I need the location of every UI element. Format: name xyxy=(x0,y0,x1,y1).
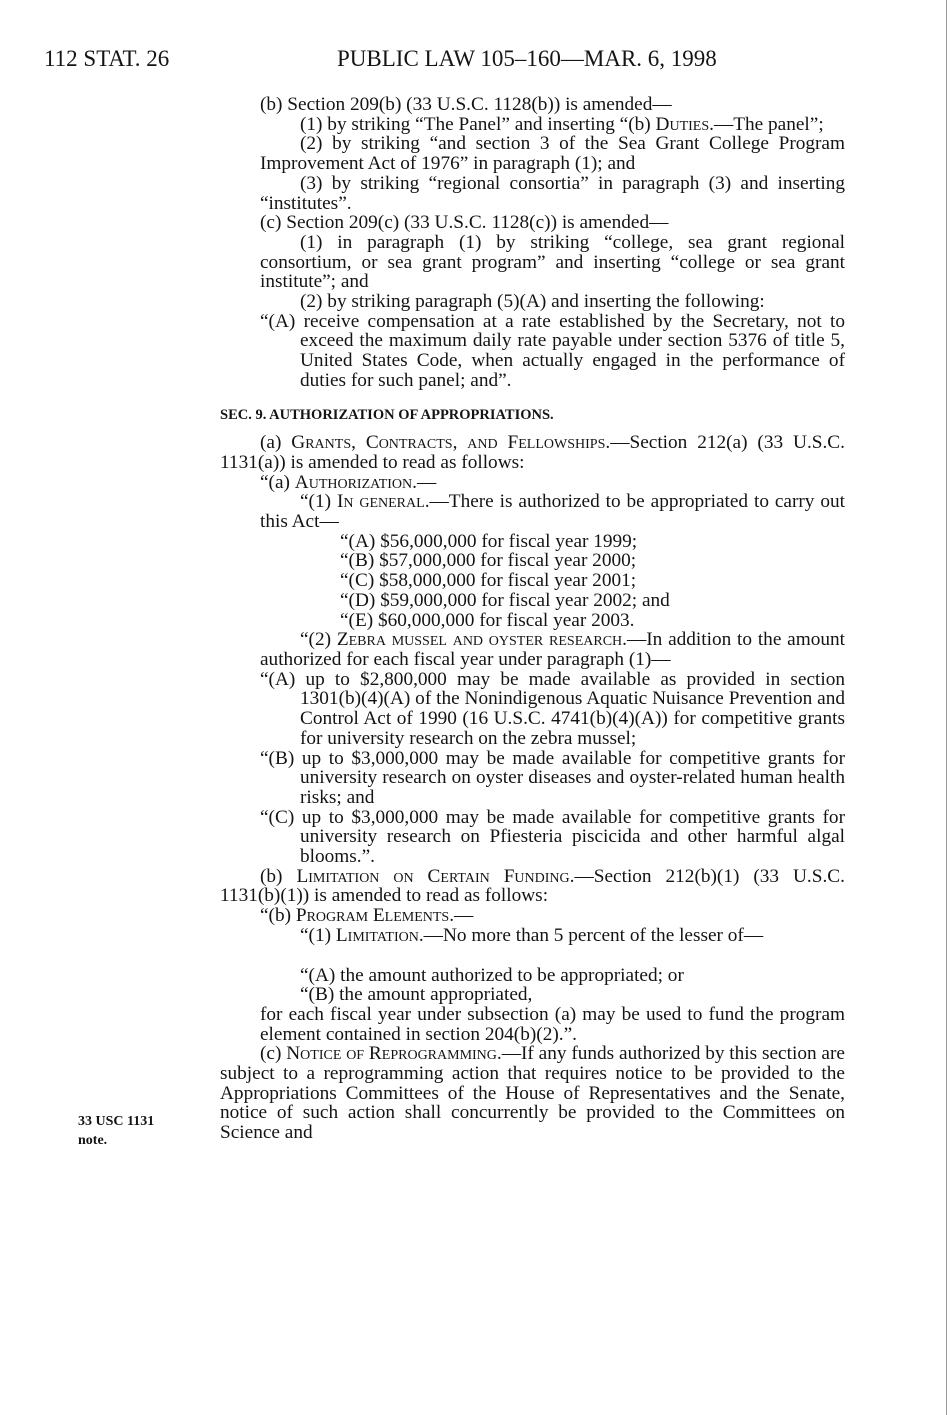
page-header xyxy=(0,46,950,80)
sec9-authorization xyxy=(220,473,845,493)
sec9-p2 xyxy=(220,630,845,669)
sec9-c xyxy=(220,1044,845,1143)
sec9-authorization-dash: .— xyxy=(412,471,437,493)
sec9-program-elements-smallcaps: Program Elements xyxy=(295,905,450,927)
margin-note-label: note. xyxy=(78,1133,108,1148)
amount-item: “(A) $56,000,000 for fiscal year 1999; xyxy=(340,530,638,552)
sec8-b-intro: (b) Section 209(b) (33 U.S.C. 1128(b)) is amended— xyxy=(260,94,672,115)
sec8-c-intro: (c) Section 209(c) (33 U.S.C. 1128(c)) is amended— xyxy=(260,212,669,234)
sec9-p2-A: “(A) up to $2,800,000 may be made available as provided in section 1301(b)(4)(A) of the Nonindigenous Aquatic Nuisance Prevention and Control Act of 1990 (16 U.S.C. 4741(b)(4)(A)) for competitive grants for university research on the zebra mussel; xyxy=(260,668,845,749)
sec9-b xyxy=(220,867,845,906)
sec9-limitation xyxy=(220,926,845,946)
sec9-b-text: .—Section 212(b)(1) (33 U.S.C. 1131(b)(1)) is amended to read as follows: xyxy=(220,865,845,907)
sec9-program-elements xyxy=(220,906,845,926)
sec9-p2-text: .—In addition to the amount authorized for each fiscal year under paragraph (1)— xyxy=(260,629,845,670)
sec9-p1 xyxy=(220,492,845,531)
sec8-c1: (1) in paragraph (1) by striking “college, sea grant regional consortium, or sea grant program” and inserting “college or sea grant institute”; and xyxy=(260,231,845,293)
sec9-limitation-label: “(1) xyxy=(300,924,336,946)
sec9-limitation-A: “(A) the amount authorized to be appropriated; or xyxy=(300,964,684,986)
sec9-a xyxy=(220,433,845,472)
sec9-limitation-B: “(B) the amount appropriated, xyxy=(300,984,533,1006)
section-heading: SEC. 9. AUTHORIZATION OF APPROPRIATIONS. xyxy=(220,406,554,423)
page-edge-rule xyxy=(946,0,947,1415)
document-body xyxy=(220,95,845,1143)
sec8-c2: (2) by striking paragraph (5)(A) and inserting the following: xyxy=(300,291,765,313)
sec9-program-elements-dash: .— xyxy=(449,905,474,927)
sec9-b-smallcaps: Limitation on Certain Funding xyxy=(296,865,570,887)
sec9-p2-B: “(B) up to $3,000,000 may be made available for competitive grants for university research on oyster diseases and oyster-related human health risks; and xyxy=(260,747,845,808)
sec8-b3: (3) by striking “regional consortia” in paragraph (3) and inserting “institutes”. xyxy=(260,172,845,214)
sec9-p2-C: “(C) up to $3,000,000 may be made available for competitive grants for university research on Pfiesteria piscicida and other harmful algal blooms.”. xyxy=(260,806,845,868)
sec8-b1-tail: .—The panel”; xyxy=(709,113,824,135)
sec9-p2-smallcaps: Zebra mussel and oyster research xyxy=(336,629,623,651)
sec8-b1-text: (1) by striking “The Panel” and inserting “(b) xyxy=(300,113,656,135)
sec9-program-elements-label: “(b) xyxy=(260,905,296,927)
sec9-c-label: (c) xyxy=(260,1043,287,1065)
sec9-authorization-label: “(a) xyxy=(260,471,295,493)
sec9-limitation-text: .—No more than 5 percent of the lesser of— xyxy=(418,924,764,946)
running-title: PUBLIC LAW 105–160—MAR. 6, 1998 xyxy=(337,46,717,71)
sec8-b1 xyxy=(220,115,845,135)
sec9-p1-text: .—There is authorized to be appropriated to carry out this Act— xyxy=(260,491,845,533)
amount-item: “(E) $60,000,000 for fiscal year 2003. xyxy=(340,609,635,631)
sec9-b-label: (b) xyxy=(260,865,297,887)
sec9-a-label: (a) xyxy=(260,432,292,454)
sec8-c2-quote: “(A) receive compensation at a rate established by the Secretary, not to exceed the maximum daily rate payable under section 5376 of title 5, United States Code, when actually engaged in the performance of duties for such panel; and”. xyxy=(260,310,845,391)
amount-item: “(C) $58,000,000 for fiscal year 2001; xyxy=(340,570,637,592)
sec9-limitation-tail: for each fiscal year under subsection (a) may be used to fund the program element contained in section 204(b)(2).”. xyxy=(260,1003,845,1045)
sec9-p1-smallcaps: In general xyxy=(336,491,425,513)
page-reference: 112 STAT. 26 xyxy=(44,46,170,71)
amount-item: “(B) $57,000,000 for fiscal year 2000; xyxy=(340,550,637,572)
sec9-p1-label: “(1) xyxy=(300,491,337,513)
amount-item: “(D) $59,000,000 for fiscal year 2002; and xyxy=(340,589,670,611)
sec9-c-smallcaps: Notice of Reprogramming xyxy=(286,1043,497,1065)
sec9-a-text: .—Section 212(a) (33 U.S.C. 1131(a)) is amended to read as follows: xyxy=(220,432,845,473)
sec8-b2: (2) by striking “and section 3 of the Sea Grant College Program Improvement Act of 1976” in paragraph (1); and xyxy=(260,133,845,175)
margin-note xyxy=(78,1112,154,1150)
sec9-a-smallcaps: Grants, Contracts, and Fellowships xyxy=(291,432,606,454)
sec9-authorization-smallcaps: Authorization xyxy=(294,471,413,493)
sec8-b1-smallcaps: Duties xyxy=(655,113,710,135)
sec9-c-text: .—If any funds authorized by this section are subject to a reprogramming action that requires notice to be provided to the Appropriations Committees of the House of Representatives and the Senate, notice of such action shall concurrently be provided to the Committees on Science and xyxy=(220,1043,845,1144)
margin-note-citation: 33 USC 1131 xyxy=(78,1114,155,1129)
sec9-limitation-smallcaps: Limitation xyxy=(335,924,419,946)
sec9-p2-label: “(2) xyxy=(300,629,337,651)
